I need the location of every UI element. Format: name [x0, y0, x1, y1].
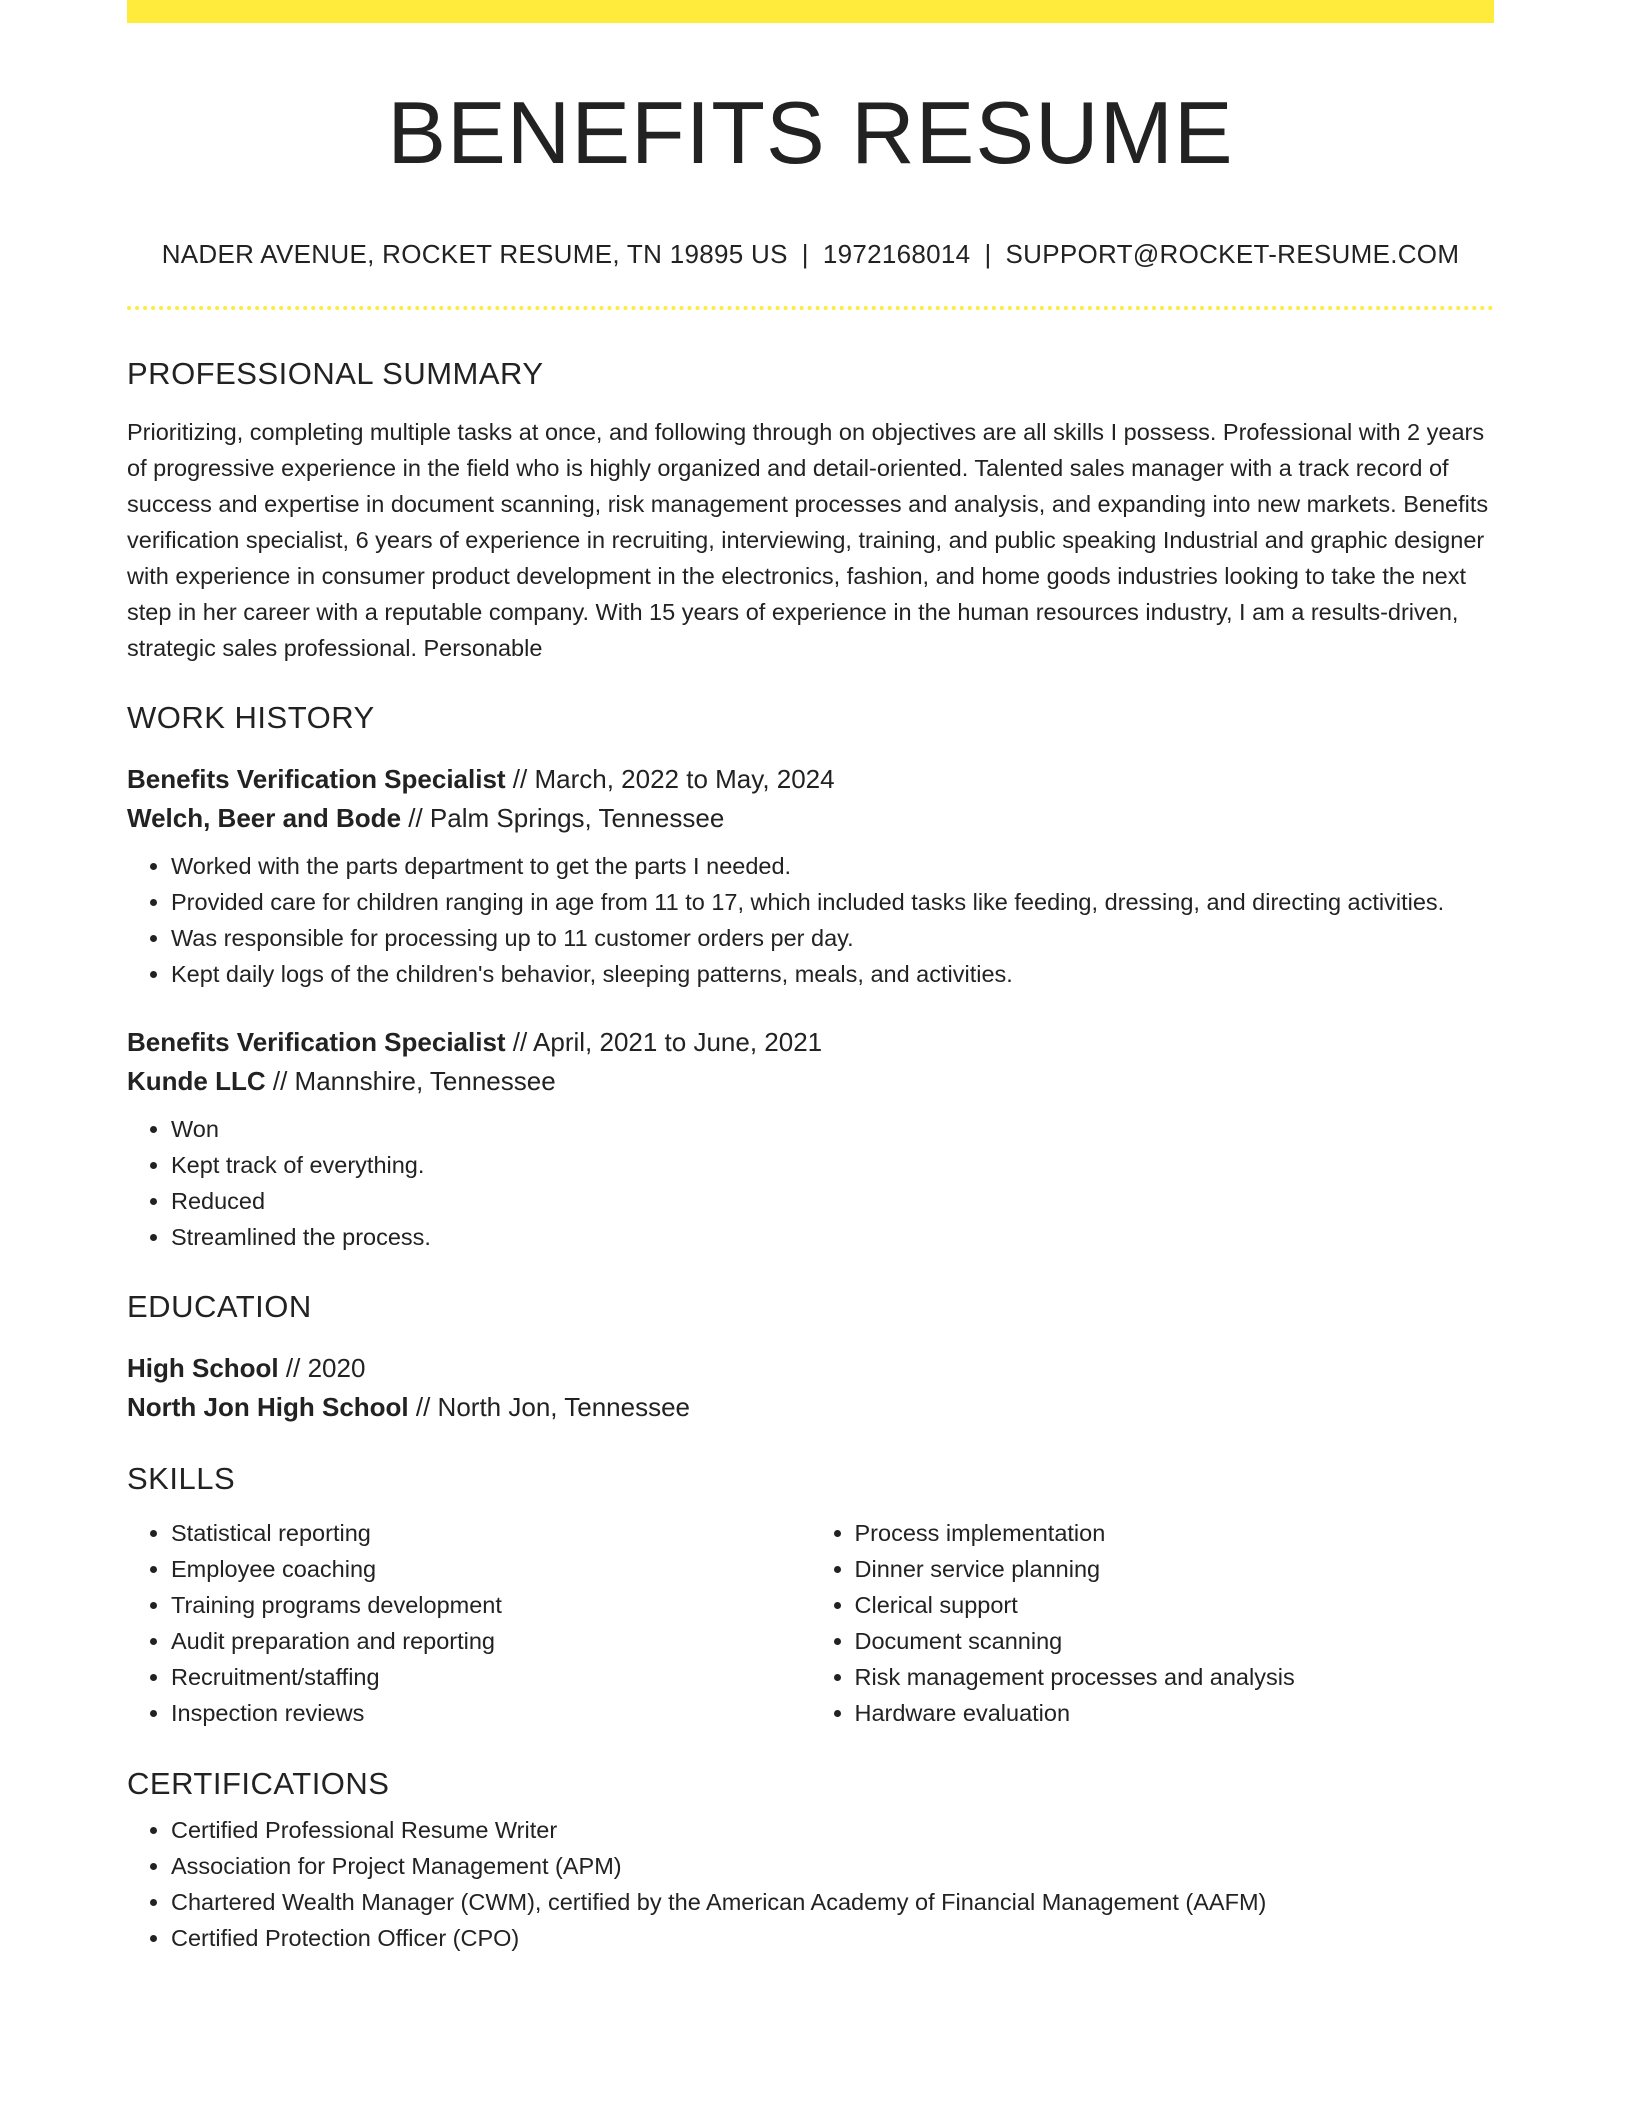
list-item: • Was responsible for processing up to 11 customer orders per day.	[171, 920, 1494, 956]
list-item: • Hardware evaluation	[855, 1695, 1495, 1731]
skills-right-column	[811, 1515, 1495, 1731]
school-location: // North Jon, Tennessee	[408, 1392, 691, 1423]
degree-year: // 2020	[278, 1353, 366, 1384]
job-title: Benefits Verification Specialist	[127, 1027, 506, 1058]
work-entry	[127, 760, 1494, 992]
education-heading: EDUCATION	[127, 1289, 312, 1325]
company-location: // Palm Springs, Tennessee	[401, 803, 725, 834]
summary-text: Prioritizing, completing multiple tasks at once, and following through on objectives are all skills I possess. Professional with 2 years of progressive experience in the field who is highly organized and detail-oriented. Talented sales manager with a track record of success and expertise in document scanning, risk management processes and analysis, and expanding into new markets. Benefits verification specialist, 6 years of experience in recruiting, interviewing, training, and public speaking Industrial and graphic designer with experience in consumer product development in the electronics, fashion, and home goods industries looking to take the next step in her career with a reputable company. With 15 years of experience in the human resources industry, I am a results-driven, strategic sales professional. Personable	[127, 419, 1489, 662]
list-item: • Streamlined the process.	[171, 1219, 1494, 1255]
job-title-line	[127, 760, 1494, 799]
list-item: • Process implementation	[855, 1515, 1495, 1551]
school-line	[127, 1388, 1494, 1427]
contact-separator: |	[984, 239, 992, 270]
job-title-line	[127, 1023, 1494, 1062]
contact-line	[127, 239, 1494, 270]
list-item: • Training programs development	[171, 1587, 811, 1623]
list-item: • Worked with the parts department to get the parts I needed.	[171, 848, 1494, 884]
contact-separator: |	[801, 239, 809, 270]
job-title: Benefits Verification Specialist	[127, 764, 506, 795]
company-name: Welch, Beer and Bode	[127, 803, 402, 834]
list-item: • Inspection reviews	[171, 1695, 811, 1731]
list-item: • Employee coaching	[171, 1551, 811, 1587]
list-item: • Risk management processes and analysis	[855, 1659, 1495, 1695]
list-item: • Certified Professional Resume Writer	[171, 1812, 1494, 1848]
certifications-list	[127, 1812, 1494, 1956]
job-dates: // April, 2021 to June, 2021	[505, 1027, 823, 1058]
list-item: • Reduced	[171, 1183, 1494, 1219]
company-line	[127, 1062, 1494, 1101]
list-item: • Chartered Wealth Manager (CWM), certified by the American Academy of Financial Management (AAFM)	[171, 1884, 1494, 1920]
job-bullets	[127, 1111, 1494, 1255]
resume-title: BENEFITS RESUME	[387, 83, 1234, 182]
contact-email: SUPPORT@ROCKET-RESUME.COM	[1005, 239, 1460, 270]
list-item: • Certified Protection Officer (CPO)	[171, 1920, 1494, 1956]
dotted-divider	[127, 306, 1494, 310]
list-item: • Kept daily logs of the children's behavior, sleeping patterns, meals, and activities.	[171, 956, 1494, 992]
list-item: • Association for Project Management (APM)	[171, 1848, 1494, 1884]
contact-address: NADER AVENUE, ROCKET RESUME, TN 19895 US	[161, 239, 788, 270]
list-item: • Kept track of everything.	[171, 1147, 1494, 1183]
list-item: • Recruitment/staffing	[171, 1659, 811, 1695]
degree-line	[127, 1349, 1494, 1388]
list-item: • Clerical support	[855, 1587, 1495, 1623]
work-entry	[127, 1023, 1494, 1255]
skills-left-column	[127, 1515, 811, 1731]
contact-phone: 1972168014	[822, 239, 971, 270]
list-item: • Document scanning	[855, 1623, 1495, 1659]
company-location: // Mannshire, Tennessee	[265, 1066, 556, 1097]
list-item: • Audit preparation and reporting	[171, 1623, 811, 1659]
school-name: North Jon High School	[127, 1392, 409, 1423]
work-history-heading: WORK HISTORY	[127, 700, 375, 736]
list-item: • Statistical reporting	[171, 1515, 811, 1551]
job-bullets	[127, 848, 1494, 992]
certifications-heading: CERTIFICATIONS	[127, 1766, 390, 1802]
job-dates: // March, 2022 to May, 2024	[505, 764, 835, 795]
summary-heading: PROFESSIONAL SUMMARY	[127, 356, 544, 392]
skills-grid	[127, 1515, 1494, 1731]
list-item: • Dinner service planning	[855, 1551, 1495, 1587]
company-name: Kunde LLC	[127, 1066, 266, 1097]
skills-heading: SKILLS	[127, 1461, 236, 1497]
accent-top-bar	[127, 0, 1494, 23]
resume-page	[127, 0, 1494, 1956]
degree-name: High School	[127, 1353, 279, 1384]
list-item: • Provided care for children ranging in age from 11 to 17, which included tasks like feeding, dressing, and directing activities.	[171, 884, 1494, 920]
company-line	[127, 799, 1494, 838]
list-item: • Won	[171, 1111, 1494, 1147]
